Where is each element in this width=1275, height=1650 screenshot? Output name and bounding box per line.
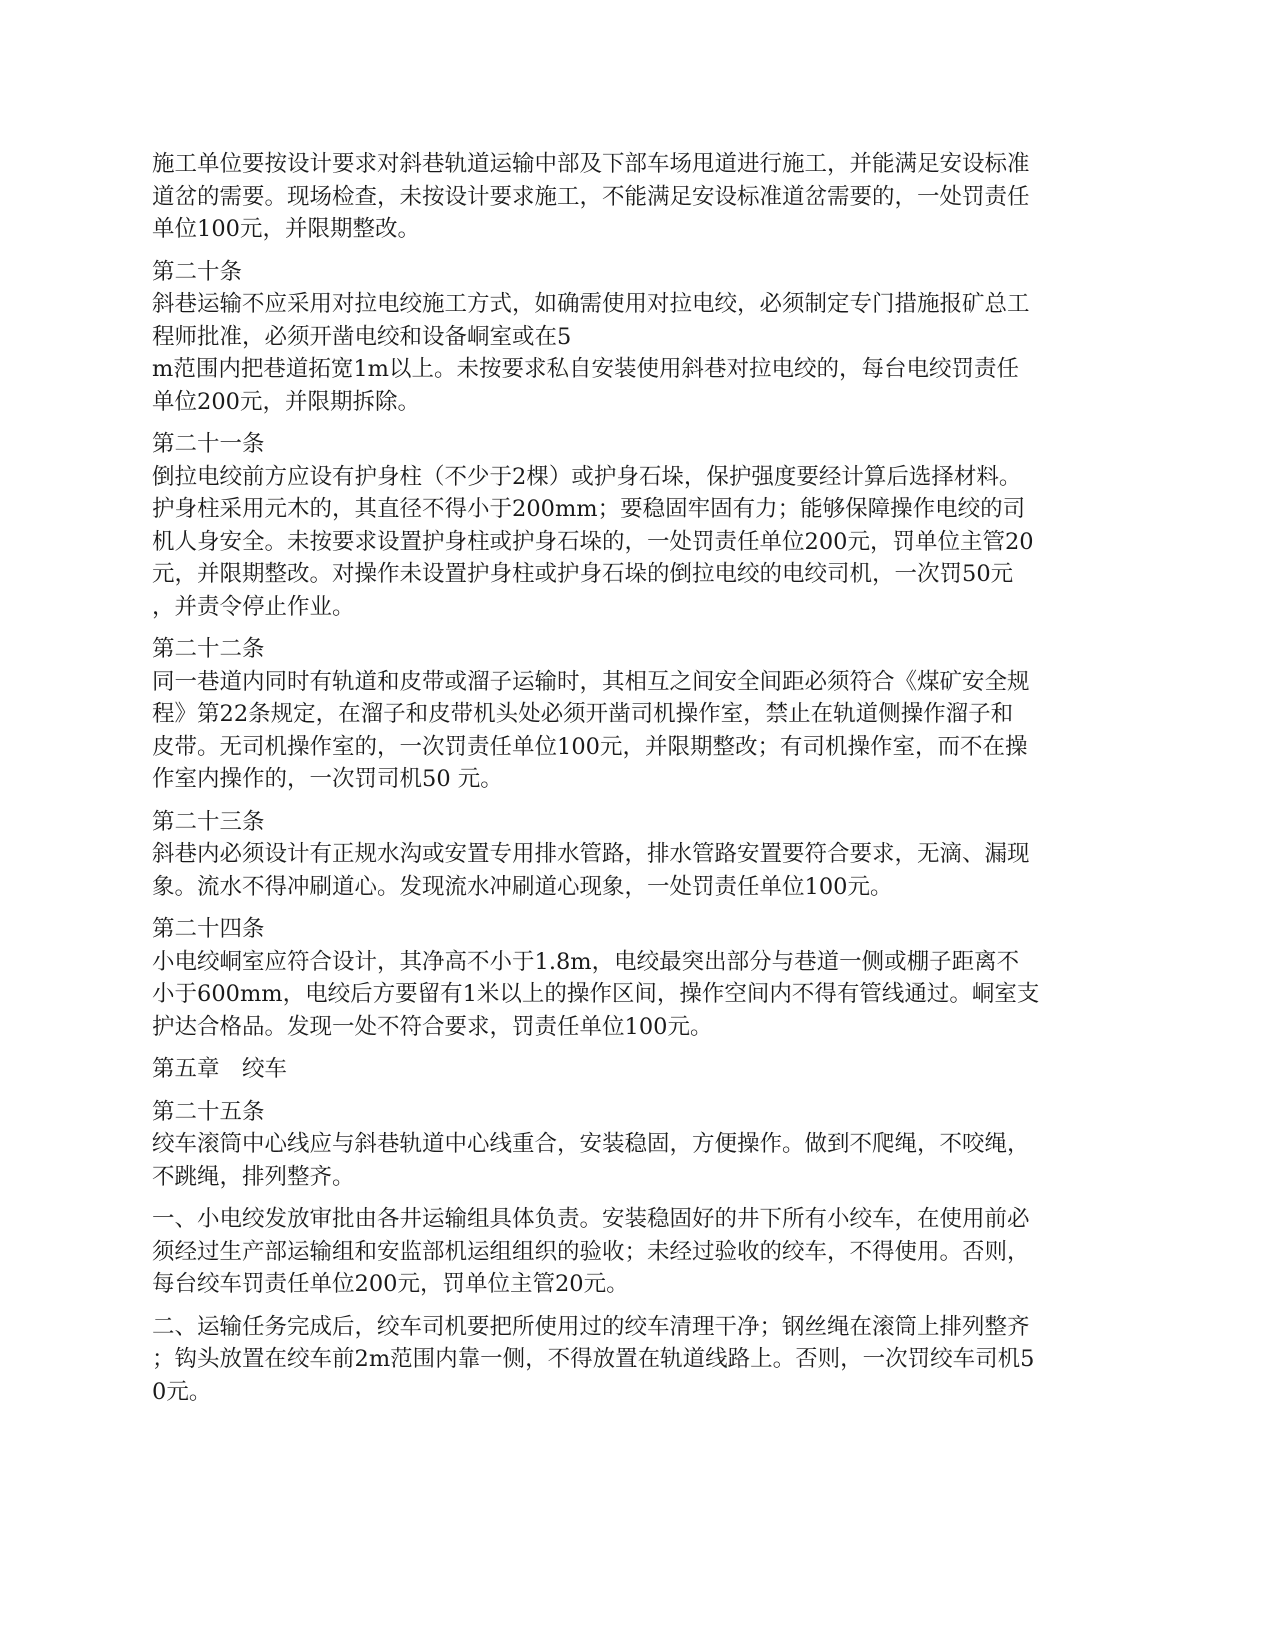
paragraph-intro xyxy=(152,148,1134,246)
text-line: 护身柱采用元木的，其直径不得小于200mm；要稳固牢固有力；能够保障操作电绞的司 xyxy=(152,496,1026,522)
text-line: 斜巷内必须设计有正规水沟或安置专用排水管路，排水管路安置要符合要求，无滴、漏现 xyxy=(152,841,1030,867)
text-line: 不跳绳，排列整齐。 xyxy=(152,1163,355,1190)
article-25 xyxy=(152,1096,1134,1194)
article-23 xyxy=(152,806,1134,904)
article-heading: 第二十条 xyxy=(152,258,243,285)
text-line: 一、小电绞发放审批由各井运输组具体负责。安装稳固好的井下所有小绞车，在使用前必 xyxy=(152,1206,1030,1232)
article-24 xyxy=(152,913,1134,1043)
document-body xyxy=(152,148,1134,1418)
text-line: 皮带。无司机操作室的，一次罚责任单位100元，并限期整改；有司机操作室，而不在操 xyxy=(152,733,1028,760)
text-line: 单位200元，并限期拆除。 xyxy=(152,388,420,415)
text-line: 道岔的需要。现场检查，未按设计要求施工，不能满足安设标准道岔需要的，一处罚责任 xyxy=(152,183,1030,210)
article-heading: 第二十一条 xyxy=(152,431,265,457)
text-line: ，并责令停止作业。 xyxy=(152,593,355,620)
text-line: m范围内把巷道拓宽1m以上。未按要求私自安装使用斜巷对拉电绞的，每台电绞罚责任 xyxy=(152,356,1019,382)
text-line: 单位100元，并限期整改。 xyxy=(152,216,420,242)
article-heading: 第二十五条 xyxy=(152,1098,265,1125)
text-line: ；钩头放置在绞车前2m范围内靠一侧，不得放置在轨道线路上。否则，一次罚绞车司机5 xyxy=(152,1346,1035,1372)
text-line: 程》第22条规定，在溜子和皮带机头处必须开凿司机操作室，禁止在轨道侧操作溜子和 xyxy=(152,701,1014,727)
text-line: 机人身安全。未按要求设置护身柱或护身石垛的，一处罚责任单位200元，罚单位主管20 xyxy=(152,528,1034,555)
clause-1 xyxy=(152,1203,1134,1301)
text-line: 元，并限期整改。对操作未设置护身柱或护身石垛的倒拉电绞的电绞司机，一次罚50元 xyxy=(152,561,1014,587)
article-22 xyxy=(152,633,1134,796)
text-line: 同一巷道内同时有轨道和皮带或溜子运输时，其相互之间安全间距必须符合《煤矿安全规 xyxy=(152,668,1030,695)
text-line: 小于600mm，电绞后方要留有1米以上的操作区间，操作空间内不得有管线通过。峒室支 xyxy=(152,981,1040,1007)
text-line: 施工单位要按设计要求对斜巷轨道运输中部及下部车场甩道进行施工，并能满足安设标准 xyxy=(152,151,1030,177)
chapter-heading: 第五章 绞车 xyxy=(152,1056,288,1082)
text-line: 二、运输任务完成后，绞车司机要把所使用过的绞车清理干净；钢丝绳在滚筒上排列整齐 xyxy=(152,1313,1030,1340)
clause-2 xyxy=(152,1311,1134,1409)
chapter-5-heading xyxy=(152,1053,1134,1086)
text-line: 须经过生产部运输组和安监部机运组组织的验收；未经过验收的绞车，不得使用。否则， xyxy=(152,1238,1030,1265)
text-line: 0元。 xyxy=(152,1378,212,1405)
text-line: 小电绞峒室应符合设计，其净高不小于1.8m，电绞最突出部分与巷道一侧或棚子距离不 xyxy=(152,948,1020,975)
article-20 xyxy=(152,256,1134,419)
text-line: 绞车滚筒中心线应与斜巷轨道中心线重合，安装稳固，方便操作。做到不爬绳，不咬绳， xyxy=(152,1131,1030,1157)
text-line: 斜巷运输不应采用对拉电绞施工方式，如确需使用对拉电绞，必须制定专门措施报矿总工 xyxy=(152,291,1030,317)
text-line: 象。流水不得冲刷道心。发现流水冲刷道心现象，一处罚责任单位100元。 xyxy=(152,873,893,900)
text-line: 倒拉电绞前方应设有护身柱（不少于2棵）或护身石垛，保护强度要经计算后选择材料。 xyxy=(152,463,1022,490)
text-line: 程师批准，必须开凿电绞和设备峒室或在5 xyxy=(152,323,572,350)
article-21 xyxy=(152,428,1134,623)
text-line: 每台绞车罚责任单位200元，罚单位主管20元。 xyxy=(152,1271,629,1297)
text-line: 作室内操作的，一次罚司机50 元。 xyxy=(152,766,503,792)
article-heading: 第二十三条 xyxy=(152,808,265,835)
text-line: 护达合格品。发现一处不符合要求，罚责任单位100元。 xyxy=(152,1013,713,1040)
article-heading: 第二十四条 xyxy=(152,916,265,942)
article-heading: 第二十二条 xyxy=(152,636,265,662)
